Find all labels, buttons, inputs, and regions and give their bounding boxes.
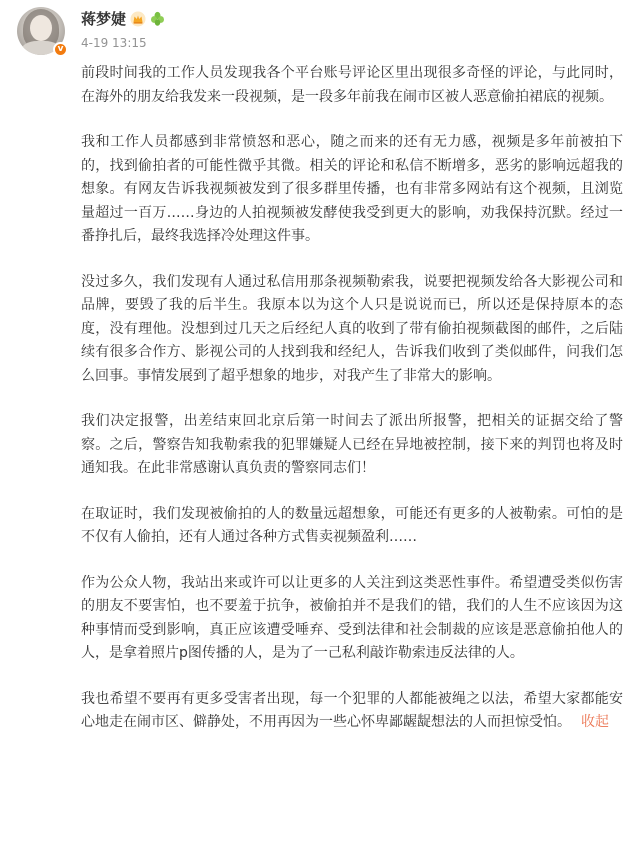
post-paragraph: 我们决定报警，出差结束回北京后第一时间去了派出所报警，把相关的证据交给了警察。之后，警察告知我勒索我的犯罪嫌疑人已经在异地被控制，接下来的判罚也将及时通知我。在此非常感谢认真负责的警察同志们！ xyxy=(81,413,623,476)
post-paragraph-last xyxy=(81,688,623,735)
post-paragraph: 在取证时，我们发现被偷拍的人的数量远超想象，可能还有更多的人被勒索。可怕的是不仅有人偷拍，还有人通过各种方式售卖视频盈利…… xyxy=(81,505,623,545)
verified-v-icon: v xyxy=(53,42,68,57)
author-name[interactable]: 蒋梦婕 xyxy=(81,10,127,28)
post-paragraph: 没过多久，我们发现有人通过私信用那条视频勒索我，说要把视频发给各大影视公司和品牌，要毁了我的后半生。我原本以为这个人只是说说而已，所以还是保持原本的态度，没有理他。没想到过几天之后经纪人真的收到了带有偷拍视频截图的邮件，之后陆续有很多合作方、影视公司的人找到我和经纪人，告诉我们收到了类似邮件，问我们怎么回事。事情发展到了超乎想象的地步，对我产生了非常大的影响。 xyxy=(81,273,623,384)
post-timestamp[interactable]: 4-19 13:15 xyxy=(81,36,147,50)
post-paragraph-text: 我也希望不要再有更多受害者出现，每一个犯罪的人都能被绳之以法，希望大家都能安心地走在闹市区、僻静处，不用再因为一些心怀卑鄙龌龊想法的人而担惊受怕。 xyxy=(81,690,623,730)
post-paragraph: 我和工作人员都感到非常愤怒和恶心，随之而来的还有无力感，视频是多年前被拍下的，找到偷拍者的可能性微乎其微。相关的评论和私信不断增多，恶劣的影响远超我的想象。有网友告诉我视频被发到了很多群里传播，也有非常多网站有这个视频，且浏览量超过一百万……身边的人拍视频被发酵使我受到更大的影响，劝我保持沉默。经过一番挣扎后，最终我选择冷处理这件事。 xyxy=(81,134,623,244)
leaf-icon[interactable] xyxy=(150,11,165,27)
post-paragraph: 作为公众人物，我站出来或许可以让更多的人关注到这类恶性事件。希望遭受类似伤害的朋友不要害怕，也不要羞于抗争，被偷拍并不是我们的错，我们的人生不应该因为这种事情而受到影响，真正应该遭受唾弃、受到法律和社会制裁的应该是恶意偷拍他人的人，是拿着照片p图传播的人，是为了一己私利敲诈勒索违反法律的人。 xyxy=(81,574,623,661)
avatar-face xyxy=(30,15,52,41)
post-paragraph: 前段时间我的工作人员发现我各个平台账号评论区里出现很多奇怪的评论，与此同时，在海外的朋友给我发来一段视频，是一段多年前我在闹市区被人恶意偷拍裙底的视频。 xyxy=(81,65,623,105)
post-header xyxy=(0,0,639,64)
post-body xyxy=(81,62,623,757)
crown-icon[interactable] xyxy=(130,11,146,27)
collapse-link[interactable]: 收起 xyxy=(581,714,609,730)
